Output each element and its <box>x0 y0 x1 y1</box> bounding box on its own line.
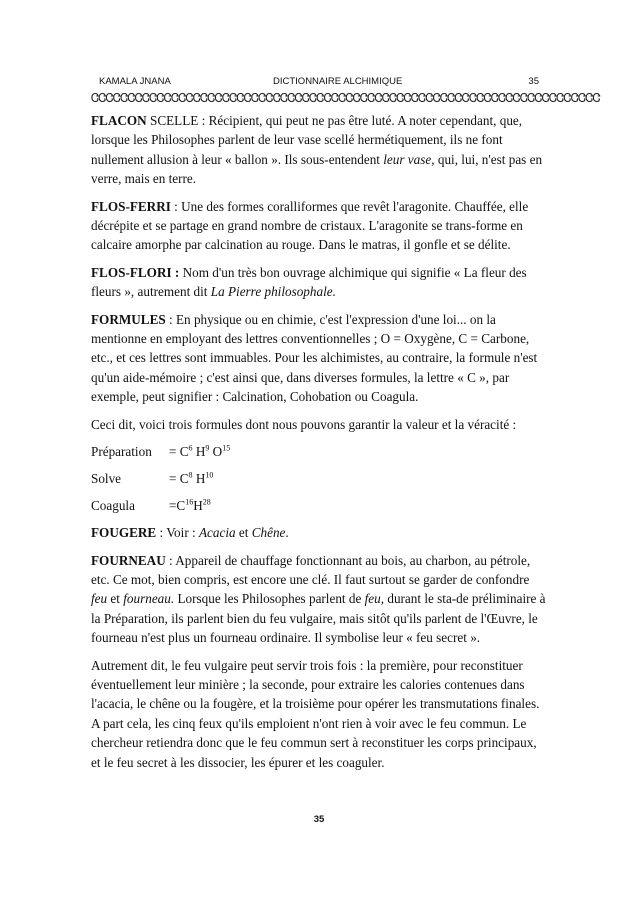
formula-coagula <box>91 496 547 515</box>
header-title: DICTIONNAIRE ALCHIMIQUE <box>273 76 403 87</box>
formula-label: Préparation <box>91 444 152 460</box>
entry-formules: FORMULES : En physique ou en chimie, c'est l'expression d'une loi... on la mentionne en employant des lettres conventionnelles ; O = Oxygène, C = Carbone, etc., et ces lettres sont immuables. Pour les alchimistes, au contraire, la formule n'est qu'un aide-mémoire ; c'est ainsi que, dans diverses formules, la lettre « C », par exemple, peut signifier : Calcination, Cohobation ou Coagula. <box>91 311 538 405</box>
entry-term: FOURNEAU <box>91 552 166 568</box>
entry-term: FORMULES <box>91 311 166 327</box>
entry-fourneau: FOURNEAU : Appareil de chauffage fonctionnant au bois, au charbon, au pétrole, etc. Ce mot, bien compris, est encore une clé. Il faut surtout se garder de confondre feu et fourneau. Lorsque les Philosophes parlent de feu, durant le sta-de préliminaire à la Préparation, ils parlent bien du feu vulgaire, mais sitôt qu'ils parlent de l'Œuvre, le fourneau n'est plus un fourneau ordinaire. Il symbolise leur « feu secret ». <box>91 552 546 646</box>
running-header <box>91 76 547 90</box>
formula-label: Coagula <box>91 498 135 514</box>
page-content <box>91 111 547 780</box>
entry-flacon: FLACON SCELLE : Récipient, qui peut ne pas être luté. A noter cependant, que, lorsque les Philosophes parlent de leur vase scellé hermétiquement, ils ne font nullement allusion à leur « ballon ». Ils sous-entendent leur vase, qui, lui, n'est pas en verre, mais en terre. <box>91 113 543 187</box>
formula-solve <box>91 469 547 488</box>
entry-term: FOUGERE <box>91 525 157 541</box>
header-page-number: 35 <box>528 76 539 87</box>
entry-fougere: FOUGERE : Voir : Acacia et Chêne. <box>91 525 289 541</box>
formula-value: $=C^{16}H^{28}$ <box>169 497 211 514</box>
ornamental-border: ᏣᏣᏣᏣᏣᏣᏣᏣᏣᏣᏣᏣᏣᏣᏣᏣᏣᏣᏣᏣᏣᏣᏣᏣᏣᏣᏣᏣᏣᏣᏣᏣᏣᏣᏣᏣᏣᏣᏣᏣᏣᏣᏣᏣᏣᏣᏣᏣᏣᏣᏣᏣᏣᏣᏣᏣᏣᏣᏣᏣᏣᏣᏣᏣᏣᏣᏣᏣᏣᏣ <box>91 91 600 105</box>
formula-preparation <box>91 442 547 461</box>
header-author: KAMALA JNANA <box>99 76 171 87</box>
formula-value: = $C^6$ $H^9$ $O^{15}$ <box>169 443 231 460</box>
formula-label: Solve <box>91 471 122 487</box>
entry-term: FLACON <box>91 113 147 128</box>
entry-flos-flori: FLOS-FLORI : Nom d'un très bon ouvrage alchimique qui signifie « La fleur des fleurs », autrement dit La Pierre philosophale. <box>91 264 527 300</box>
footer-page-number: 35 <box>313 814 325 825</box>
paragraph-autrement-dit: Autrement dit, le feu vulgaire peut servir trois fois : la première, pour reconstituer éventuellement leur minière ; la seconde, pour extraire les calories contenues dans l'acacia, le chêne ou la fougère, et la troisième pour opérer les transmutations finales. A part cela, les cinq feux qu'ils emploient n'ont rien à voir avec le feu commun. Le chercheur retiendra donc que le feu commun sert à reconstituer les corps principaux, et le feu secret à les dissocier, les épurer et les coaguler. <box>91 657 540 770</box>
entry-flos-ferri: FLOS-FERRI : Une des formes coralliformes que revêt l'aragonite. Chauffée, elle décrépite et se partage en grand nombre de cristaux. L'aragonite se trans-forme en calcaire amorphe par calcination au rouge. Dans le matras, il gonfle et se délite. <box>91 198 529 253</box>
formula-value: = $C^8$ $H^{10}$ <box>169 470 214 487</box>
entry-term: FLOS-FERRI <box>91 198 171 214</box>
paragraph-ceci-dit: Ceci dit, voici trois formules dont nous pouvons garantir la valeur et la véracité : <box>91 416 517 432</box>
entry-term: FLOS-FLORI : <box>91 264 180 280</box>
